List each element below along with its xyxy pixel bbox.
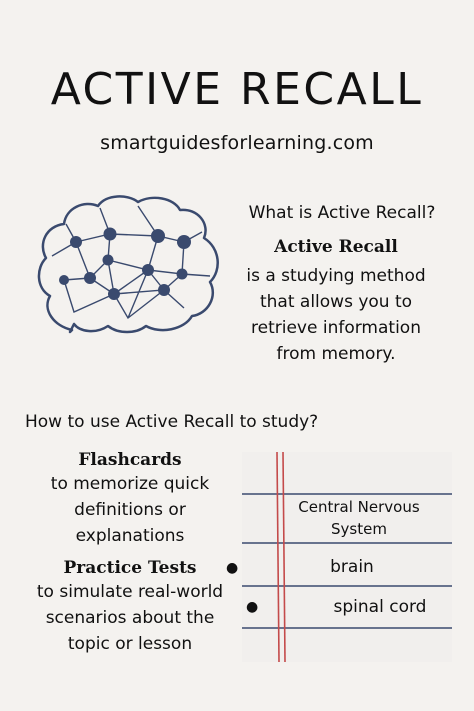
notes-heading (294, 496, 424, 540)
notes-heading-line: Central Nervous (298, 498, 420, 516)
method-line: definitions or (74, 500, 186, 520)
method-practice-tests (20, 557, 240, 657)
method-line: scenarios about the (45, 608, 215, 628)
definition-line: retrieve information (251, 318, 421, 338)
method-line: topic or lesson (67, 634, 193, 654)
definition-term: Active Recall (274, 237, 398, 257)
method-name: Practice Tests (63, 558, 197, 578)
method-line: to simulate real-world (36, 582, 224, 602)
bullet-point: ● (226, 560, 239, 576)
definition-text (228, 263, 444, 367)
definition-line: from memory. (276, 344, 396, 364)
brain-network-icon (34, 192, 224, 342)
method-flashcards (20, 449, 240, 549)
method-name: Flashcards (78, 450, 182, 470)
page-title: ACTIVE RECALL (50, 64, 424, 115)
definition-question: What is Active Recall? (248, 203, 436, 223)
method-line: explanations (75, 526, 185, 546)
notes-item: brain (330, 557, 374, 577)
bullet-point: ● (246, 599, 259, 615)
definition-line: is a studying method (246, 266, 426, 286)
method-line: to memorize quick (50, 474, 210, 494)
website-url: smartguidesforlearning.com (100, 132, 374, 154)
notes-item: spinal cord (333, 597, 427, 617)
definition-line: that allows you to (259, 292, 413, 312)
howto-question: How to use Active Recall to study? (25, 412, 319, 432)
notes-heading-line: System (331, 520, 387, 538)
